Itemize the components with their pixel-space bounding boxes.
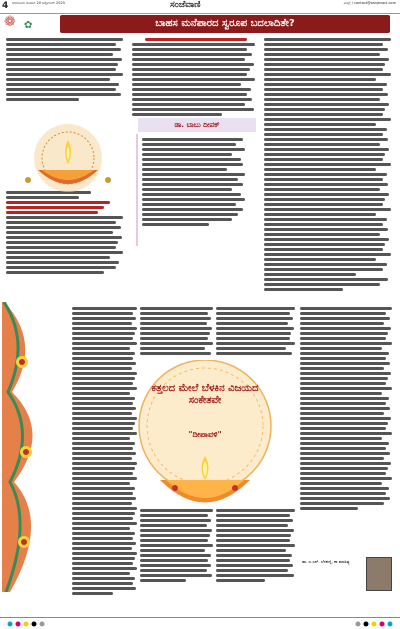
column-3-text xyxy=(264,36,396,300)
feature-title: ಕತ್ತಲದ ಮೇಲೆ ಬೆಳಕಿನ ವಿಜಯದ ಸಂಕೇತವೇ xyxy=(151,383,259,406)
color-registration-marks-icon xyxy=(314,621,394,627)
boxed-list xyxy=(136,134,258,246)
author-box xyxy=(300,555,396,605)
author-photo xyxy=(366,557,392,591)
floral-ornament-icon: ✿ xyxy=(24,20,33,31)
paisley-border-icon xyxy=(2,302,70,592)
headline-banner: ಬಾಹಸ ಮನೆಪಾರದ ಸ್ವರೂಪ ಬದಲಾದಿತೇ? xyxy=(60,15,390,33)
oil-lamp-diya-icon xyxy=(8,120,126,200)
page-footer xyxy=(0,617,400,629)
box-title: ಡಾ. ಬಾಬು ದೀಪಕ್ xyxy=(138,118,256,132)
color-registration-marks-icon xyxy=(6,621,86,627)
feature-subtitle: "ದೀಪಾವಳಿ" xyxy=(188,430,222,439)
page-header xyxy=(0,0,400,14)
edition-line: ಬೆಂಗಳೂರು ಶನಿವಾರ 20 ಅಕ್ಟೋಬರ್ 2025 xyxy=(12,1,65,5)
newspaper-logo: ಸಂಜೆವಾಣಿ xyxy=(170,0,201,10)
contact-line: ಮಿಲ್ಸ್‌ / contact@sanjevani.com xyxy=(343,1,396,5)
author-name: ಡಾ. ಎ.ಎಸ್. ಬೆಳಕುಳ್ಳಿ, ಶಾ ಮಾಹಿತ್ಯ xyxy=(302,559,350,564)
page-number: 4 xyxy=(2,1,9,11)
floral-ornament-icon: ❁ xyxy=(4,14,16,30)
